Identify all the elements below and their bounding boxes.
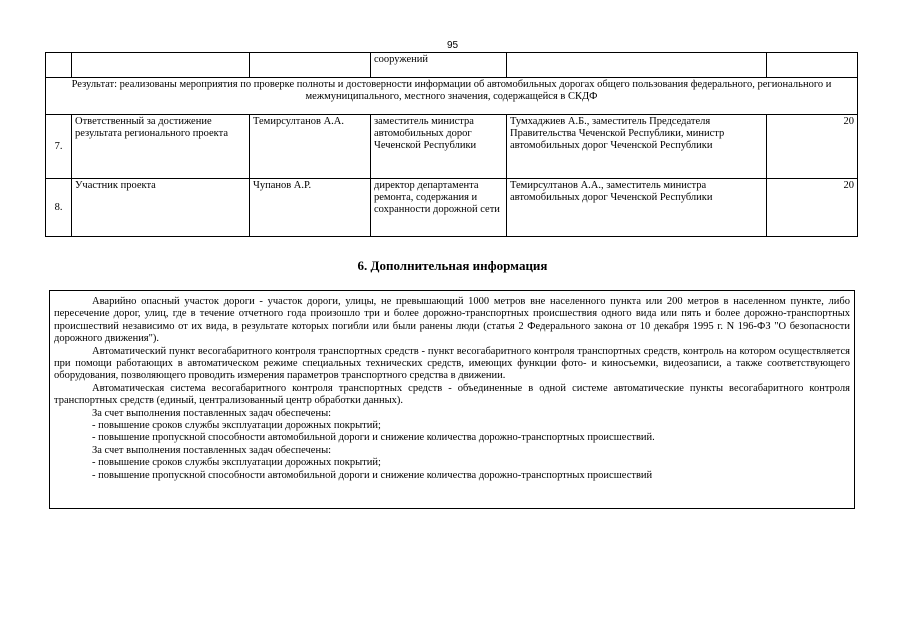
position-cell: директор департамента ремонта, содержания и сохранности дорожной сети (371, 179, 507, 237)
weight-cell: 20 (767, 179, 858, 237)
person-cell: Чупанов А.Р. (250, 179, 371, 237)
supervisor-cell: Тумхаджиев А.Б., заместитель Председателя Правительства Чеченской Республики, министр автомобильных дорог Чеченской Республики (507, 115, 767, 179)
info-list-item: - повышение сроков службы эксплуатации дорожных покрытий; (92, 420, 381, 432)
info-paragraph: Автоматический пункт весогабаритного контроля транспортных средств - пункт весогабаритного контроля транспортных средств, контроль на котором осуществляется при помощи работающих в автоматическом режиме специальных технических средств, имеющих функции фото- и киносъемки, видеозаписи, а также соответствующего оборудования, позволяющего проводить измерения параметров транспортного средства в движении. (54, 345, 850, 382)
table-cell (250, 53, 371, 78)
result-text: Результат: реализованы мероприятия по проверке полноты и достоверности информации об автомобильных дорогах общего пользования федерального, регионального и межмуниципального, местного значения, содержащейся в СКДФ (46, 78, 858, 115)
table-cell (507, 53, 767, 78)
section-title: 6. Дополнительная информация (357, 258, 548, 273)
table-row (46, 115, 858, 179)
table-row-result (46, 78, 858, 115)
supervisor-cell: Темирсултанов А.А., заместитель министра автомобильных дорог Чеченской Республики (507, 179, 767, 237)
role-cell: Участник проекта (72, 179, 250, 237)
person-cell: Темирсултанов А.А. (250, 115, 371, 179)
table-cell (46, 53, 72, 78)
project-participants-table (45, 52, 858, 237)
info-paragraph: За счет выполнения поставленных задач обеспечены: (92, 444, 332, 456)
table-cell (767, 53, 858, 78)
info-list-item: - повышение сроков службы эксплуатации дорожных покрытий; (92, 457, 381, 469)
info-list-item: - повышение пропускной способности автомобильной дороги и снижение количества дорожно-транспортных происшествий. (92, 432, 655, 444)
info-paragraph: Аварийно опасный участок дороги - участок дороги, улицы, не превышающий 1000 метров вне населенного пункта или 200 метров в населенном пункте, либо пересечение дорог, улиц, где в течение отчетного года произошло три и более дорожно-транспортных происшествия одного вида или пять и более дорожно-транспортных происшествий независимо от их вида, в результате которых погибли или были ранены люди (статья 2 Федерального закона от 10 декабря 1995 г. N 196-ФЗ "О безопасности дорожного движения"). (54, 296, 850, 345)
table-row (46, 53, 858, 78)
position-cell: заместитель министра автомобильных дорог Чеченской Республики (371, 115, 507, 179)
info-list-item: - повышение пропускной способности автомобильной дороги и снижение количества дорожно-транспортных происшествий (92, 469, 653, 481)
table-row (46, 179, 858, 237)
weight-cell: 20 (767, 115, 858, 179)
page-number: 95 (446, 40, 459, 51)
row-number: 7. (46, 115, 72, 179)
info-paragraph: Автоматическая система весогабаритного контроля транспортных средств - объединенные в одной системе автоматические пункты весогабаритного контроля транспортных средств (единый, централизованный центр обработки данных). (54, 382, 850, 407)
row-number: 8. (46, 179, 72, 237)
additional-info-box (49, 290, 855, 509)
table-cell (72, 53, 250, 78)
role-cell: Ответственный за достижение результата регионального проекта (72, 115, 250, 179)
info-paragraph: За счет выполнения поставленных задач обеспечены: (92, 407, 332, 419)
table-cell: сооружений (371, 53, 507, 78)
